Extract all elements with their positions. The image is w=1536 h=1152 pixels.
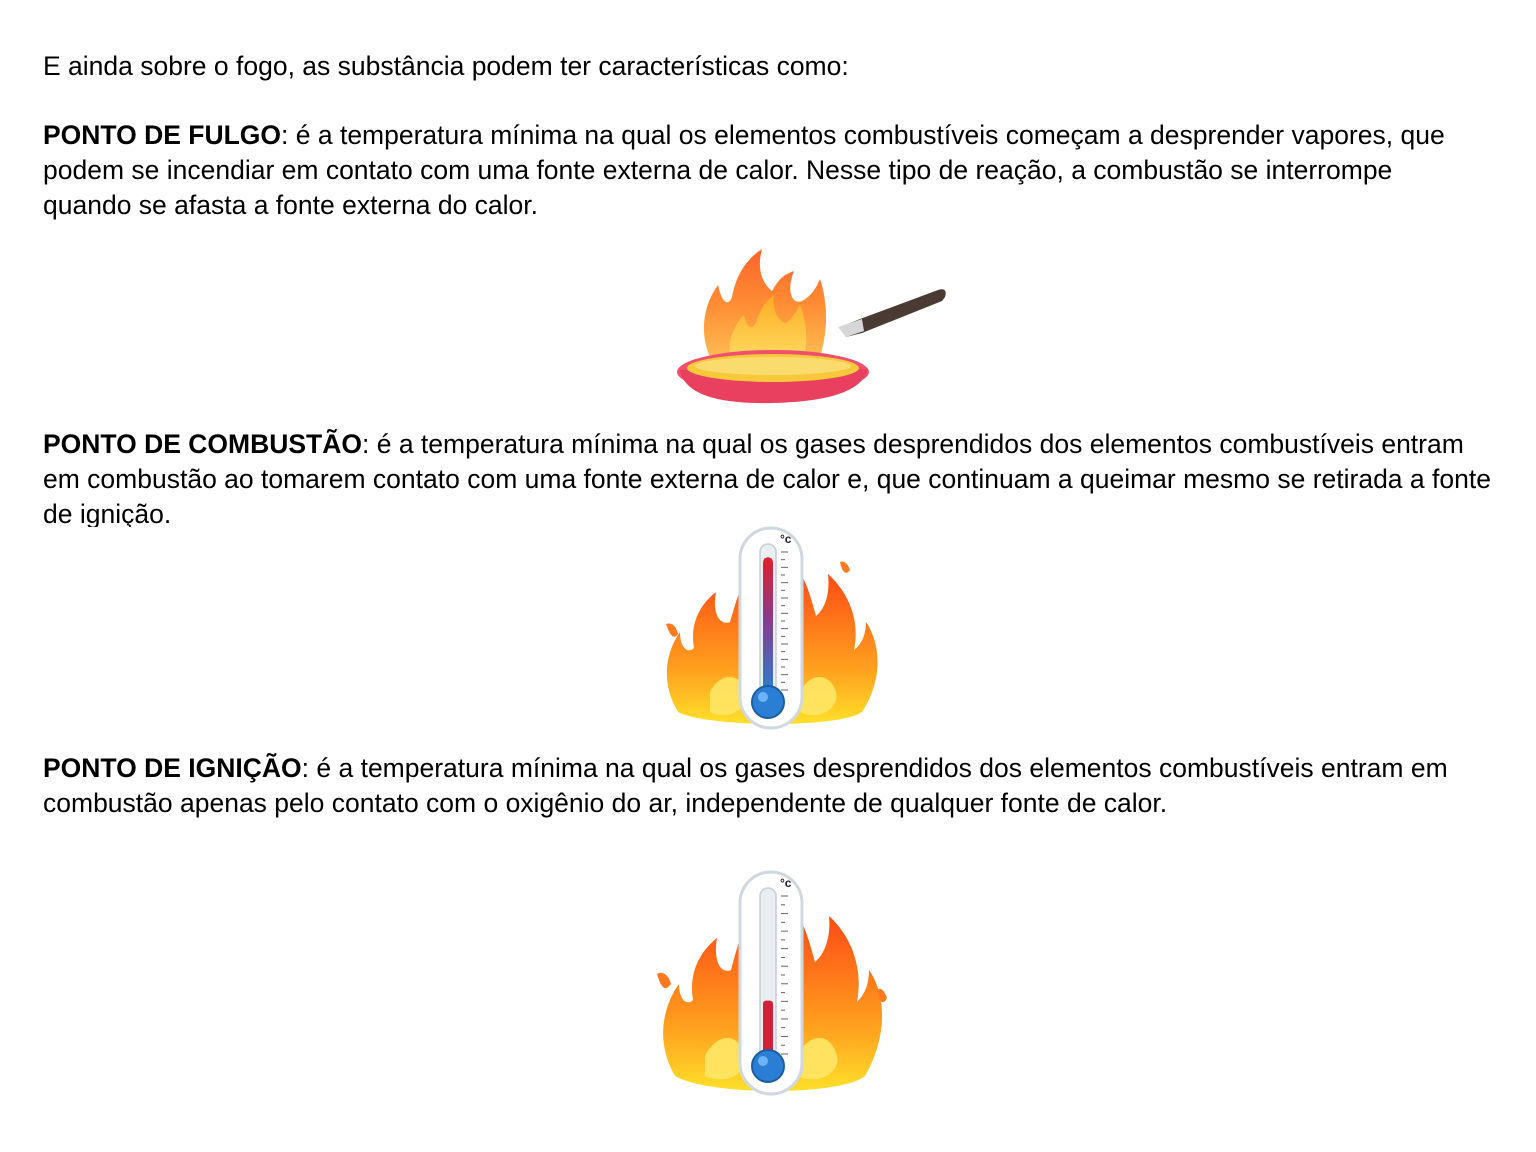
section-ponto-de-ignicao bbox=[43, 751, 1513, 821]
frying-pan-fire-illustration bbox=[670, 245, 955, 410]
thermometer-mercury bbox=[763, 557, 773, 694]
section-ponto-de-fulgo bbox=[43, 118, 1463, 223]
term-ponto-de-ignicao: PONTO DE IGNIÇÃO bbox=[43, 753, 302, 783]
intro-text: E ainda sobre o fogo, as substância podem ter características como: bbox=[43, 51, 849, 81]
term-ponto-de-combustao: PONTO DE COMBUSTÃO bbox=[43, 429, 362, 459]
definition-ponto-de-fulgo: : é a temperatura mínima na qual os elementos combustíveis começam a desprender vapores, que podem se incendiar em contato com uma fonte externa de calor. Nesse tipo de reação, a combustão se interrompe quando se afasta a fonte externa do calor. bbox=[43, 120, 1445, 220]
thermometer-fire-illustration-low bbox=[645, 866, 895, 1102]
thermometer-bulb bbox=[752, 1050, 784, 1082]
definition-ponto-de-ignicao: : é a temperatura mínima na qual os gases desprendidos dos elementos combustíveis entram em combustão apenas pelo contato com o oxigênio do ar, independente de qualquer fonte de calor. bbox=[43, 753, 1448, 818]
thermometer-unit-label: °c bbox=[780, 532, 792, 546]
thermometer-unit-label: °c bbox=[780, 876, 792, 890]
section-ponto-de-combustao bbox=[43, 427, 1503, 527]
definition-ponto-de-combustao: : é a temperatura mínima na qual os gases desprendidos dos elementos combustíveis entram em combustão ao tomarem contato com uma fonte externa de calor e, que continuam a queimar mesmo se retirada a fonte de ignição. bbox=[43, 429, 1491, 527]
thermometer-bulb bbox=[752, 686, 784, 718]
term-ponto-de-fulgo: PONTO DE FULGO bbox=[43, 120, 282, 150]
thermometer-fire-illustration-hot bbox=[650, 522, 890, 737]
